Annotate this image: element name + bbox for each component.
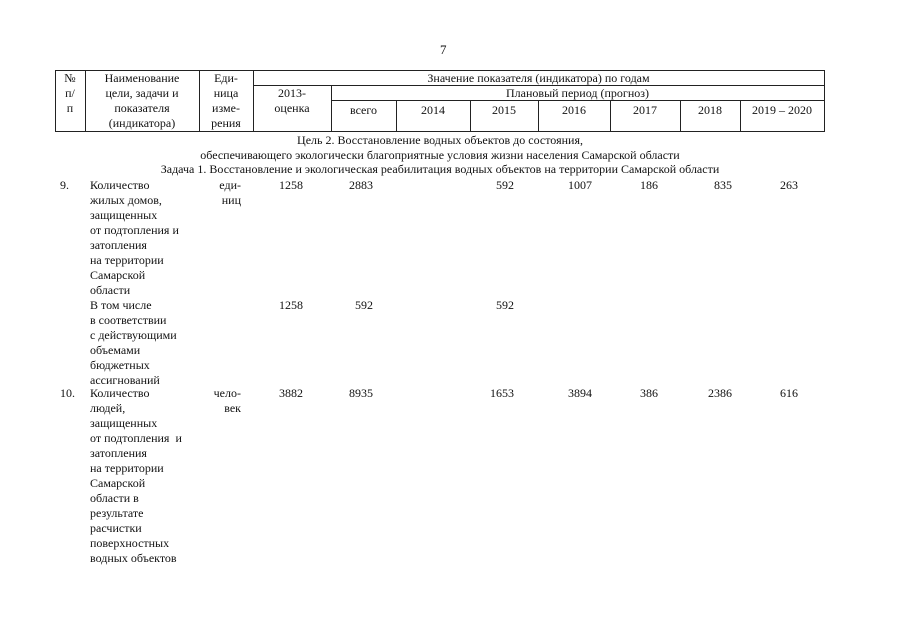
header-col-2018: 2018 [698,103,722,117]
value-2019-2020: 616 [780,386,798,400]
header-values-title: Значение показателя (индикатора) по годам [427,71,650,85]
value-2015: 592 [496,178,514,192]
row-number: 9. [60,178,69,192]
header-col-2017: 2017 [633,103,657,117]
row-name: В том числе в соответствии с действующими объемами бюджетных ассигнований [90,298,177,387]
header-col-2015: 2015 [492,103,516,117]
value-2018: 2386 [708,386,732,400]
value-2016: 3894 [568,386,592,400]
value-2019-2020: 263 [780,178,798,192]
value-2013: 3882 [279,386,303,400]
value-2018: 835 [714,178,732,192]
value-2017: 186 [640,178,658,192]
value-2015: 1653 [490,386,514,400]
row-number: 10. [60,386,75,400]
header-col-total: всего [349,103,378,117]
value-total: 592 [355,298,373,312]
value-total: 8935 [349,386,373,400]
header-col-2013: 2013- оценка [274,86,310,115]
value-2016: 1007 [568,178,592,192]
header-col-2019-2020: 2019 – 2020 [752,103,812,117]
goal-line-2: обеспечивающего экологически благоприятные условия жизни населения Самарской области [200,148,680,162]
row-unit: чело- век [213,386,241,415]
header-planned-period: Плановый период (прогноз) [506,86,649,100]
row-name: Количество жилых домов, защищенных от подтопления и затопления на территории Самарской области [90,178,179,297]
value-total: 2883 [349,178,373,192]
value-2013: 1258 [279,178,303,192]
value-2017: 386 [640,386,658,400]
header-col-2016: 2016 [562,103,586,117]
task-title: Задача 1. Восстановление и экологическая реабилитация водных объектов на территории Самарской области [160,162,720,176]
value-2015: 592 [496,298,514,312]
row-unit: еди- ниц [219,178,241,207]
row-name: Количество людей, защищенных от подтопления и затопления на территории Самарской области в результате расчистки поверхностных водных объектов [90,386,182,565]
page-number: 7 [440,42,447,57]
value-2013: 1258 [279,298,303,312]
header-col-number: № п/ п [64,71,76,115]
header-col-unit: Еди- ница изме- рения [211,71,241,130]
header-col-name: Наименование цели, задачи и показателя (индикатора) [104,71,180,130]
header-col-2014: 2014 [421,103,445,117]
goal-line-1: Цель 2. Восстановление водных объектов до состояния, [297,133,583,147]
